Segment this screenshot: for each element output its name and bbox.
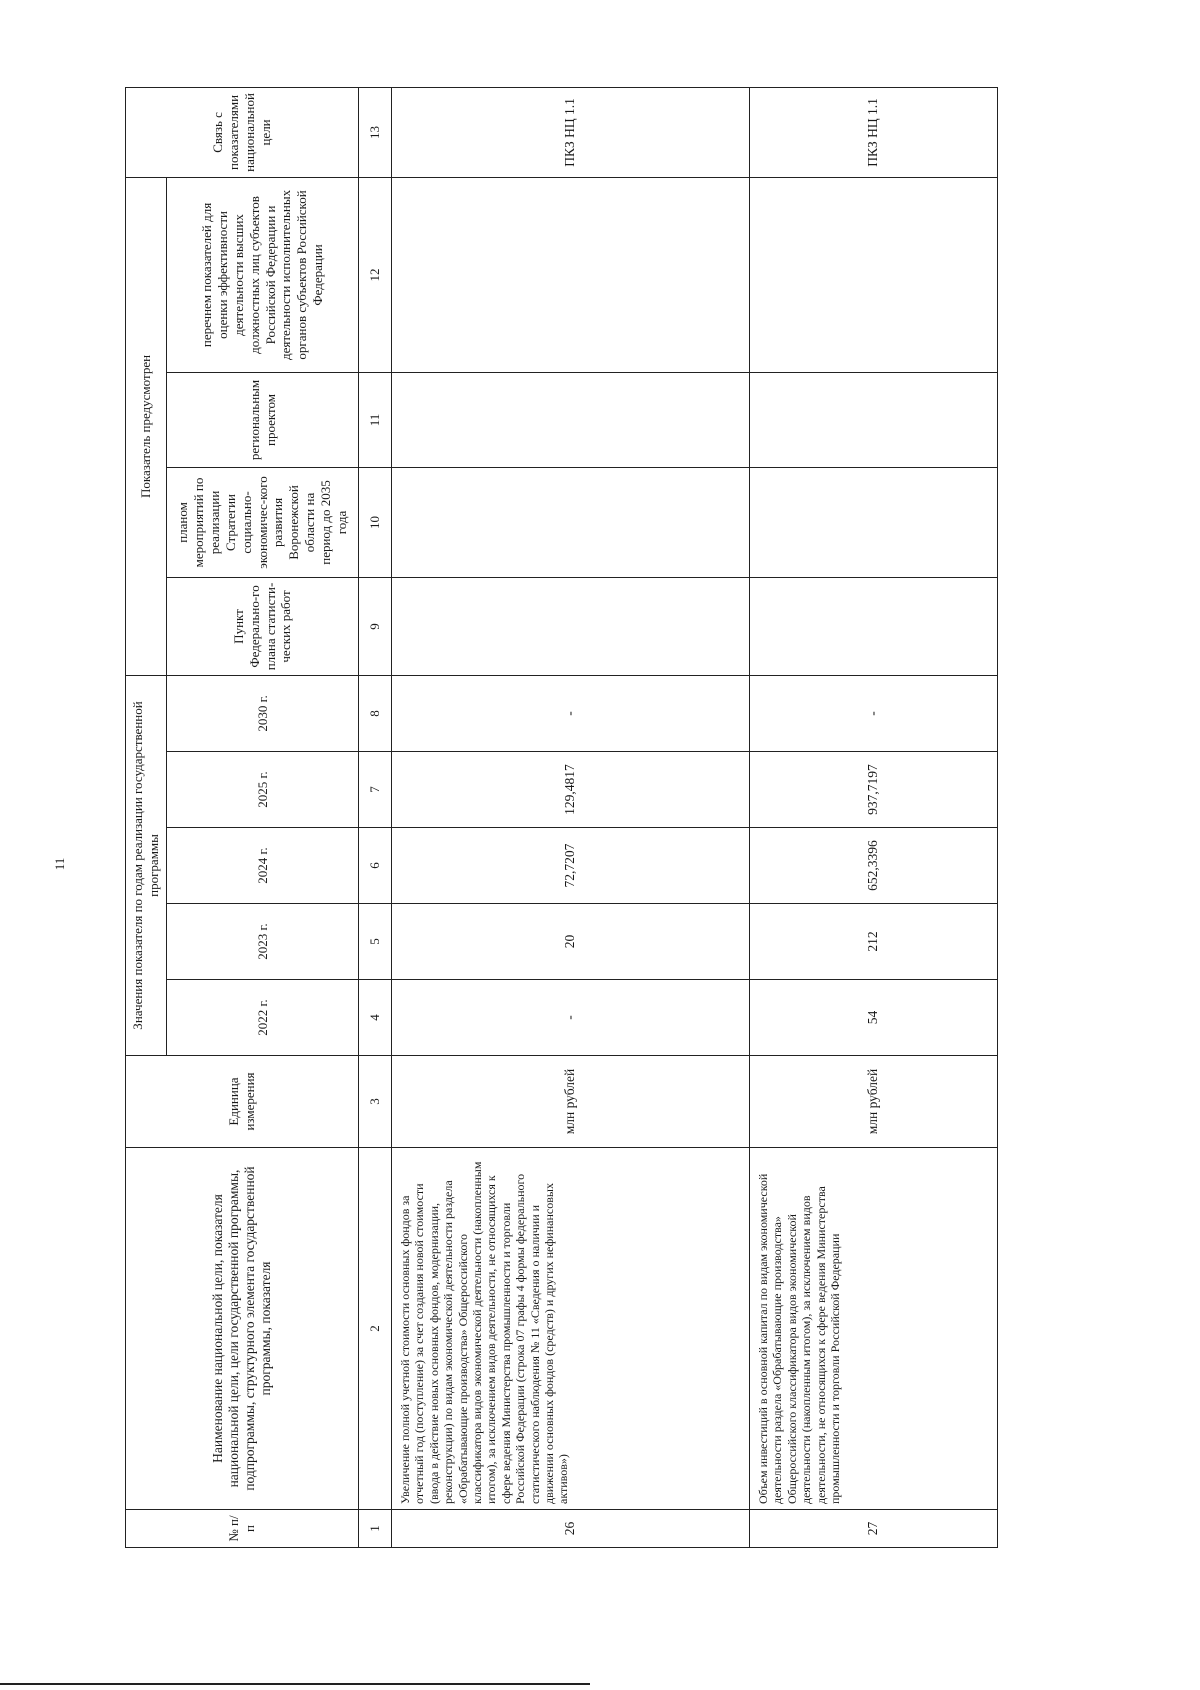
page-number: 11 bbox=[52, 857, 67, 871]
table-row bbox=[750, 87, 998, 1547]
column-number: 2 bbox=[359, 1148, 392, 1510]
header-year-2025: 2025 г. bbox=[167, 752, 359, 828]
regional-cell bbox=[750, 372, 998, 467]
row-unit: млн рублей bbox=[750, 1056, 998, 1148]
column-number: 1 bbox=[359, 1510, 392, 1548]
header-regional: региональным проектом bbox=[167, 372, 359, 467]
national-link-cell: ПКЗ НЦ 1.1 bbox=[392, 87, 750, 177]
value-2022: 54 bbox=[750, 980, 998, 1056]
header-year-2023: 2023 г. bbox=[167, 904, 359, 980]
header-values-group: Значения показателя по годам реализации государственной программы bbox=[126, 675, 167, 1055]
column-number: 11 bbox=[359, 372, 392, 467]
header-unit: Единица измерения bbox=[126, 1056, 359, 1148]
column-number: 8 bbox=[359, 675, 392, 751]
header-provided-group: Показатель предусмотрен bbox=[126, 177, 167, 675]
column-number: 9 bbox=[359, 577, 392, 675]
value-2030: - bbox=[750, 675, 998, 751]
header-national-link: Связь с показателями национальной цели bbox=[126, 87, 359, 177]
value-2024: 652,3396 bbox=[750, 828, 998, 904]
scan-edge-line bbox=[0, 1683, 590, 1685]
column-number: 3 bbox=[359, 1056, 392, 1148]
column-number: 13 bbox=[359, 87, 392, 177]
national-link-cell: ПКЗ НЦ 1.1 bbox=[750, 87, 998, 177]
value-2025: 129,4817 bbox=[392, 752, 750, 828]
header-num: № п/п bbox=[126, 1510, 359, 1548]
column-number: 4 bbox=[359, 980, 392, 1056]
value-2023: 212 bbox=[750, 904, 998, 980]
row-unit: млн рублей bbox=[392, 1056, 750, 1148]
header-row-1 bbox=[126, 87, 167, 1547]
column-number: 5 bbox=[359, 904, 392, 980]
federal-plan-cell bbox=[392, 577, 750, 675]
header-year-2022: 2022 г. bbox=[167, 980, 359, 1056]
strategy-cell bbox=[750, 467, 998, 577]
value-2024: 72,7207 bbox=[392, 828, 750, 904]
header-governors: перечнем показателей для оценки эффективности деятельности высших должностных лиц субъектов Российской Федерации и деятельности исполнительных органов субъектов Российской Федерации bbox=[167, 177, 359, 372]
header-strategy: планом мероприятий по реализации Стратегии социально-экономичес-кого развития Воронежской области на период до 2035 года bbox=[167, 467, 359, 577]
value-2025: 937,7197 bbox=[750, 752, 998, 828]
governors-cell bbox=[392, 177, 750, 372]
indicators-table bbox=[125, 87, 998, 1548]
strategy-cell bbox=[392, 467, 750, 577]
column-number: 12 bbox=[359, 177, 392, 372]
value-2030: - bbox=[392, 675, 750, 751]
column-number-row bbox=[359, 87, 392, 1547]
federal-plan-cell bbox=[750, 577, 998, 675]
header-year-2024: 2024 г. bbox=[167, 828, 359, 904]
value-2022: - bbox=[392, 980, 750, 1056]
row-num: 26 bbox=[392, 1510, 750, 1548]
column-number: 7 bbox=[359, 752, 392, 828]
regional-cell bbox=[392, 372, 750, 467]
column-number: 6 bbox=[359, 828, 392, 904]
header-name: Наименование национальной цели, показателя национальной цели, цели государственной программы, подпрограммы, структурного элемента государственной программы, показателя bbox=[126, 1148, 359, 1510]
column-number: 10 bbox=[359, 467, 392, 577]
header-year-2030: 2030 г. bbox=[167, 675, 359, 751]
value-2023: 20 bbox=[392, 904, 750, 980]
table-row bbox=[392, 87, 750, 1547]
rotated-table-container bbox=[125, 93, 1050, 1548]
row-num: 27 bbox=[750, 1510, 998, 1548]
row-name: Увеличение полной учетной стоимости основных фондов за отчетный год (поступление) за счет создания новой стоимости (ввода в действие новых основных фондов, модернизации, реконструкции) по видам экономической деятельности раздела «Обрабатывающие производства» Общероссийского классификатора видов экономической деятельности (накопленным итогом), за исключением видов деятельности, не относящихся к сфере ведения Министерства промышленности и торговли Российской Федерации (строка 07 графы 4 формы федерального статистического наблюдения № 11 «Сведения о наличии и движении основных фондов (средств) и других нефинансовых активов») bbox=[392, 1148, 750, 1510]
governors-cell bbox=[750, 177, 998, 372]
row-name: Объем инвестиций в основной капитал по видам экономической деятельности раздела «Обрабатывающие производства» Общероссийского классификатора видов экономической деятельности (накопленным итогом), за исключением видов деятельности, не относящихся к сфере ведения Министерства промышленности и торговли Российской Федерации bbox=[750, 1148, 998, 1510]
header-federal-plan: Пункт Федерально-го плана статисти-ческих работ bbox=[167, 577, 359, 675]
